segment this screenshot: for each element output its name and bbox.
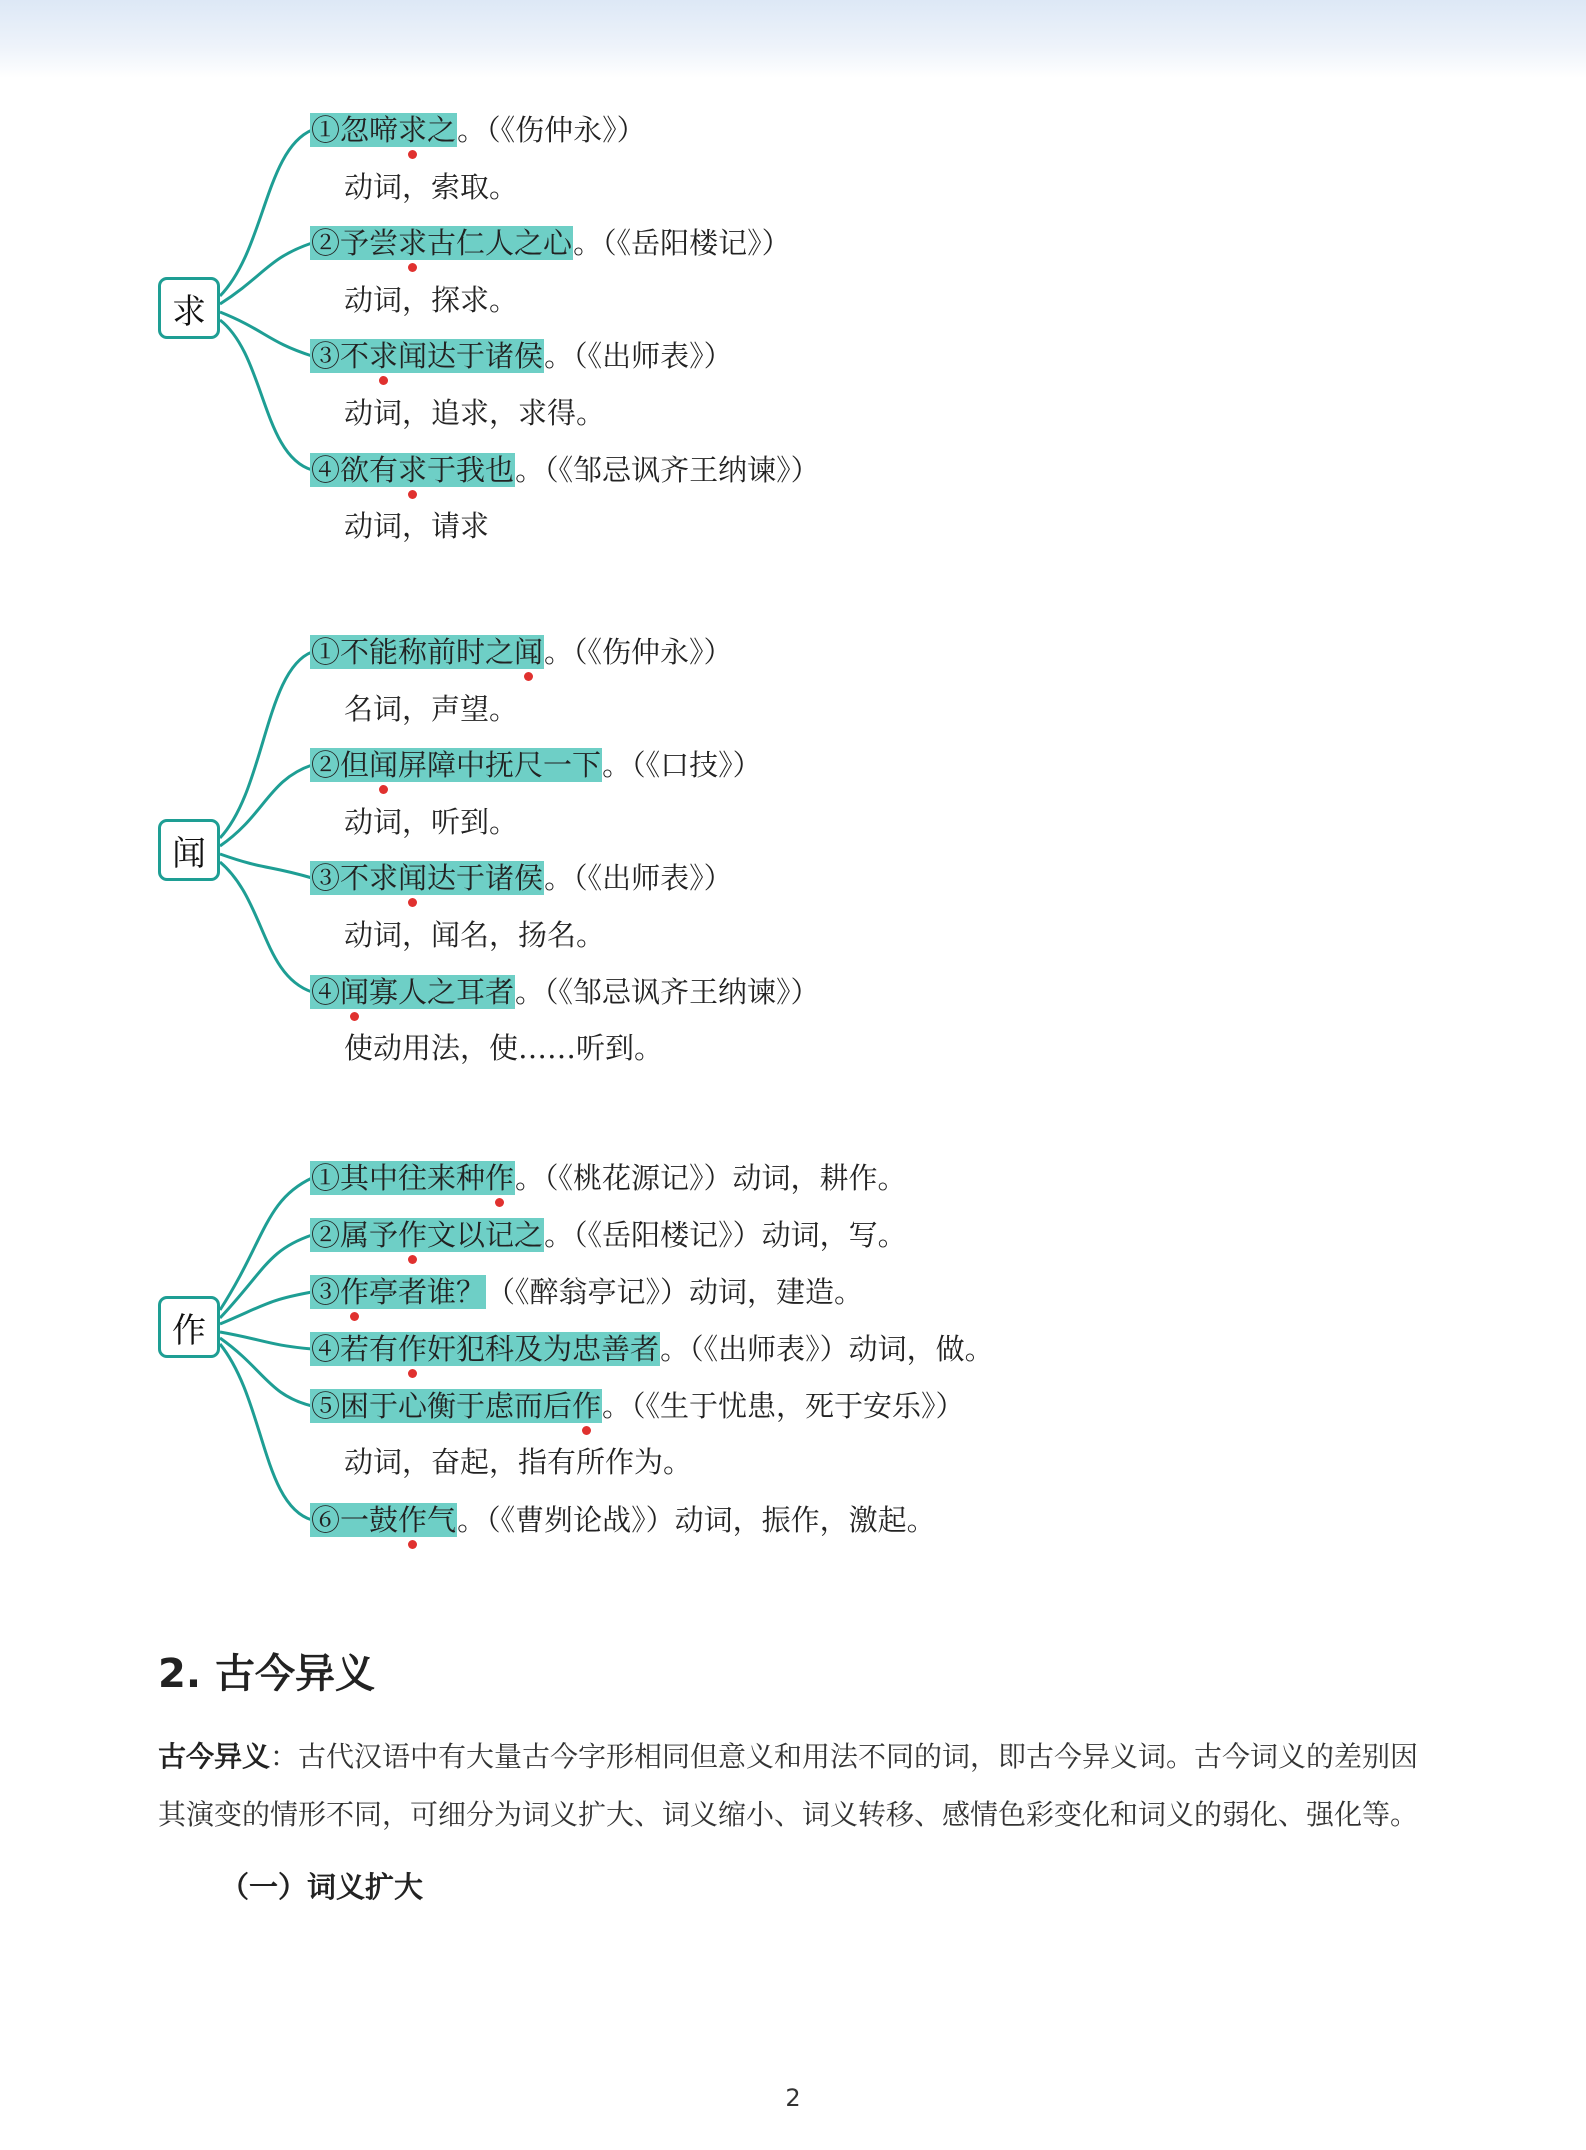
source-and-meaning: 。（《桃花源记》）动词，耕作。: [515, 1161, 907, 1195]
highlighted-sentence: [310, 861, 544, 895]
key-character: 闻: [398, 861, 428, 895]
example-line: [310, 745, 762, 785]
gloss-line: 动词，探求。: [344, 283, 519, 317]
sentence-text: 达于诸侯: [427, 861, 544, 895]
section-title: 2. 古今异义: [158, 1651, 375, 1697]
source-and-meaning: 。（《邹忌讽齐王纳谏》）: [515, 975, 820, 1009]
sentence-text: 若有: [340, 1332, 399, 1366]
example-number: ②: [311, 1218, 341, 1252]
sentence-text: 奸犯科及为忠善者: [427, 1332, 660, 1366]
key-character: 作: [398, 1218, 428, 1252]
source-and-meaning: （《醉翁亭记》）动词，建造。: [486, 1275, 864, 1309]
sentence-text: 不能称前时之: [340, 635, 515, 669]
key-character: 求: [398, 113, 428, 147]
sentence-text: 困于心衡于虑而后: [340, 1389, 573, 1423]
highlighted-sentence: [310, 1332, 660, 1366]
example-number: ⑤: [311, 1389, 341, 1423]
highlighted-sentence: [310, 1161, 515, 1195]
highlighted-sentence: [310, 1503, 457, 1537]
tree-node: 作: [158, 1296, 220, 1358]
term-separator: ：: [270, 1740, 299, 1773]
source-and-meaning: 。（《生于忧患，死于安乐》）: [602, 1389, 965, 1423]
sentence-text: 气: [427, 1503, 457, 1537]
subheading: （一）词义扩大: [220, 1870, 424, 1904]
source-and-meaning: 。（《口技》）: [602, 748, 762, 782]
highlighted-sentence: [310, 748, 602, 782]
paragraph-body: 古代汉语中有大量古今字形相同但意义和用法不同的词，即古今异义词。古今词义的差别因其演变的情形不同，可细分为词义扩大、词义缩小、词义转移、感情色彩变化和词义的弱化、强化等。: [158, 1740, 1419, 1831]
key-character: 作: [398, 1503, 428, 1537]
example-number: ④: [311, 1332, 341, 1366]
gloss-line: 名词，声望。: [344, 692, 519, 726]
key-character: 作: [398, 1332, 428, 1366]
sentence-text: 闻达于诸侯: [398, 339, 544, 373]
example-line: [310, 110, 646, 150]
key-character: 作: [340, 1275, 370, 1309]
gloss-line: 动词，追求，求得。: [344, 396, 606, 430]
sentence-text: 忽啼: [340, 113, 399, 147]
example-line: [310, 632, 733, 672]
highlighted-sentence: [310, 975, 515, 1009]
sentence-text: 其中往来种: [340, 1161, 486, 1195]
example-number: ②: [311, 226, 341, 260]
key-character: 求: [398, 226, 428, 260]
key-character: 求: [398, 453, 428, 487]
sentence-text: 之: [427, 113, 457, 147]
sentence-text: 寡人之耳者: [369, 975, 515, 1009]
source-and-meaning: 。（《邹忌讽齐王纳谏》）: [515, 453, 820, 487]
example-line: [310, 450, 820, 490]
key-character: 闻: [340, 975, 370, 1009]
key-character: 作: [485, 1161, 515, 1195]
sentence-text: 屏障中抚尺一下: [398, 748, 602, 782]
gloss-line: 动词，索取。: [344, 170, 519, 204]
gloss-line: 动词，请求: [344, 509, 490, 543]
example-line: [310, 1386, 965, 1426]
example-line: [310, 1272, 863, 1312]
source-and-meaning: 。（《伤仲永》）: [544, 635, 733, 669]
section-paragraph: [158, 1728, 1428, 1844]
example-number: ①: [311, 1161, 341, 1195]
key-character: 闻: [514, 635, 544, 669]
tree-node: 闻: [158, 819, 220, 881]
example-line: [310, 1158, 907, 1198]
gloss-line: 动词，听到。: [344, 805, 519, 839]
source-and-meaning: 。（《出师表》）: [544, 861, 733, 895]
highlighted-sentence: [310, 226, 573, 260]
key-character: 求: [369, 339, 399, 373]
example-line: [310, 858, 733, 898]
sentence-text: 欲有: [340, 453, 399, 487]
sentence-text: 不求: [340, 861, 399, 895]
gloss-line: 动词，闻名，扬名。: [344, 918, 606, 952]
highlighted-sentence: [310, 113, 457, 147]
source-and-meaning: 。（《岳阳楼记》）动词，写。: [544, 1218, 907, 1252]
example-line: [310, 1500, 936, 1540]
example-number: ③: [311, 339, 341, 373]
example-number: ②: [311, 748, 341, 782]
source-and-meaning: 。（《出师表》）: [544, 339, 733, 373]
highlighted-sentence: [310, 1275, 486, 1309]
example-number: ③: [311, 861, 341, 895]
highlighted-sentence: [310, 453, 515, 487]
sentence-text: 不: [340, 339, 370, 373]
sentence-text: 文以记之: [427, 1218, 544, 1252]
example-line: [310, 223, 791, 263]
example-number: ⑥: [311, 1503, 341, 1537]
highlighted-sentence: [310, 1389, 602, 1423]
highlighted-sentence: [310, 339, 544, 373]
source-and-meaning: 。（《岳阳楼记》）: [573, 226, 791, 260]
source-and-meaning: 。（《出师表》）动词，做。: [660, 1332, 994, 1366]
sentence-text: 古仁人之心: [427, 226, 573, 260]
example-number: ①: [311, 635, 341, 669]
highlighted-sentence: [310, 1218, 544, 1252]
example-number: ④: [311, 453, 341, 487]
example-number: ①: [311, 113, 341, 147]
example-line: [310, 1329, 994, 1369]
key-character: 闻: [369, 748, 399, 782]
example-line: [310, 972, 820, 1012]
sentence-text: 亭者谁？: [369, 1275, 486, 1309]
sentence-text: 予尝: [340, 226, 399, 260]
key-character: 作: [572, 1389, 602, 1423]
gloss-line: 使动用法，使……听到。: [344, 1031, 664, 1065]
sentence-text: 属予: [340, 1218, 399, 1252]
gloss-line: 动词，奋起，指有所作为。: [344, 1445, 693, 1479]
sentence-text: 于我也: [427, 453, 515, 487]
source-and-meaning: 。（《曹刿论战》）动词，振作，激起。: [457, 1503, 936, 1537]
sentence-text: 但: [340, 748, 370, 782]
example-number: ③: [311, 1275, 341, 1309]
example-number: ④: [311, 975, 341, 1009]
highlighted-sentence: [310, 635, 544, 669]
sentence-text: 一鼓: [340, 1503, 399, 1537]
example-line: [310, 1215, 907, 1255]
term-label: 古今异义: [158, 1740, 271, 1773]
page-number: 2: [785, 2084, 801, 2112]
example-line: [310, 336, 733, 376]
source-and-meaning: 。（《伤仲永》）: [457, 113, 646, 147]
tree-node: 求: [158, 277, 220, 339]
